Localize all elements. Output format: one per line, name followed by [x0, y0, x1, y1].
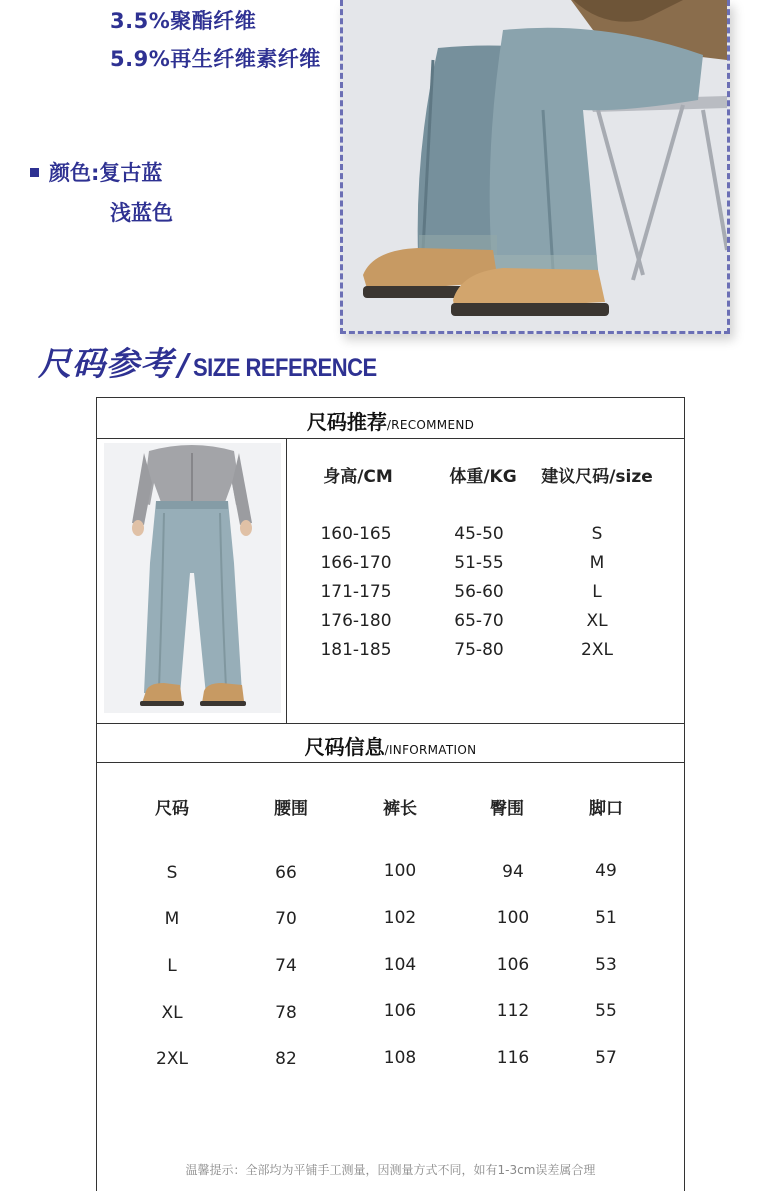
info-header-waist: 腰围	[274, 799, 308, 819]
recommend-header-height: 身高/CM	[323, 467, 393, 487]
info-cell: 100	[383, 861, 417, 881]
info-cell: 100	[496, 908, 530, 928]
info-cell: 106	[496, 955, 530, 975]
info-cell: 94	[502, 862, 524, 882]
recommend-cell: S	[591, 524, 603, 544]
color-label: 颜色:复古蓝	[49, 161, 163, 185]
info-cell: 102	[383, 908, 417, 928]
recommend-cell: M	[589, 553, 605, 573]
fabric-line-polyester: 3.5%聚酯纤维	[110, 9, 257, 33]
info-cell: 112	[496, 1001, 530, 1021]
divider	[97, 438, 684, 439]
recommend-cell: 75-80	[454, 640, 504, 660]
info-header-length: 裤长	[383, 799, 417, 819]
info-header-hem: 脚口	[589, 799, 623, 819]
divider	[97, 723, 684, 724]
info-cell: 66	[275, 863, 297, 883]
info-cell: 49	[595, 861, 617, 881]
model-standing-photo	[104, 443, 281, 713]
info-cell: 78	[275, 1003, 297, 1023]
product-photo-frame	[340, 0, 730, 334]
info-cell: 51	[595, 908, 617, 928]
fabric-line-regenerated-cellulose: 5.9%再生纤维素纤维	[110, 47, 321, 71]
divider	[97, 762, 684, 763]
recommend-cell: 160-165	[320, 524, 392, 544]
info-cell: M	[164, 909, 180, 929]
information-title-cn: 尺码信息	[304, 735, 385, 759]
information-title	[97, 731, 684, 760]
info-cell: 53	[595, 955, 617, 975]
size-reference-heading-slash: /	[178, 348, 189, 383]
recommend-cell: 56-60	[454, 582, 504, 602]
info-cell: 70	[275, 909, 297, 929]
square-bullet-icon	[30, 168, 39, 177]
info-cell: 74	[275, 956, 297, 976]
recommend-cell: 171-175	[320, 582, 392, 602]
color-row	[30, 157, 162, 187]
recommend-cell: L	[592, 582, 602, 602]
recommend-header-size: 建议尺码/size	[541, 467, 653, 487]
measurement-tip: 温馨提示：全部均为平铺手工测量，因测量方式不同，如有1-3cm误差属合理	[185, 1163, 596, 1177]
info-header-size: 尺码	[155, 799, 189, 819]
info-cell: 106	[383, 1001, 417, 1021]
info-cell: 104	[383, 955, 417, 975]
info-header-hip: 臀围	[490, 799, 524, 819]
recommend-cell: 45-50	[454, 524, 504, 544]
recommend-cell: 65-70	[454, 611, 504, 631]
info-cell: L	[167, 956, 177, 976]
color-second-option: 浅蓝色	[110, 201, 173, 225]
size-table	[96, 397, 685, 1191]
size-reference-heading-en: SIZE REFERENCE	[192, 353, 377, 382]
info-cell: S	[166, 863, 178, 883]
info-cell: 82	[275, 1049, 297, 1069]
information-title-en: /INFORMATION	[384, 743, 477, 757]
recommend-title	[97, 406, 684, 435]
info-cell: 108	[383, 1048, 417, 1068]
size-reference-heading	[38, 338, 377, 385]
info-cell: 2XL	[156, 1049, 188, 1069]
info-cell: 55	[595, 1001, 617, 1021]
seated-model-photo	[343, 0, 727, 331]
info-cell: 57	[595, 1048, 617, 1068]
divider	[286, 438, 287, 723]
recommend-cell: 2XL	[581, 640, 613, 660]
recommend-cell: 176-180	[320, 611, 392, 631]
size-reference-heading-cn: 尺码参考	[38, 344, 174, 383]
recommend-title-en: /RECOMMEND	[386, 418, 475, 432]
info-cell: 116	[496, 1048, 530, 1068]
recommend-cell: 166-170	[320, 553, 392, 573]
info-cell: XL	[161, 1003, 183, 1023]
recommend-cell: 51-55	[454, 553, 504, 573]
recommend-cell: 181-185	[320, 640, 392, 660]
recommend-header-weight: 体重/KG	[449, 467, 517, 487]
recommend-cell: XL	[586, 611, 608, 631]
recommend-title-cn: 尺码推荐	[306, 410, 387, 434]
